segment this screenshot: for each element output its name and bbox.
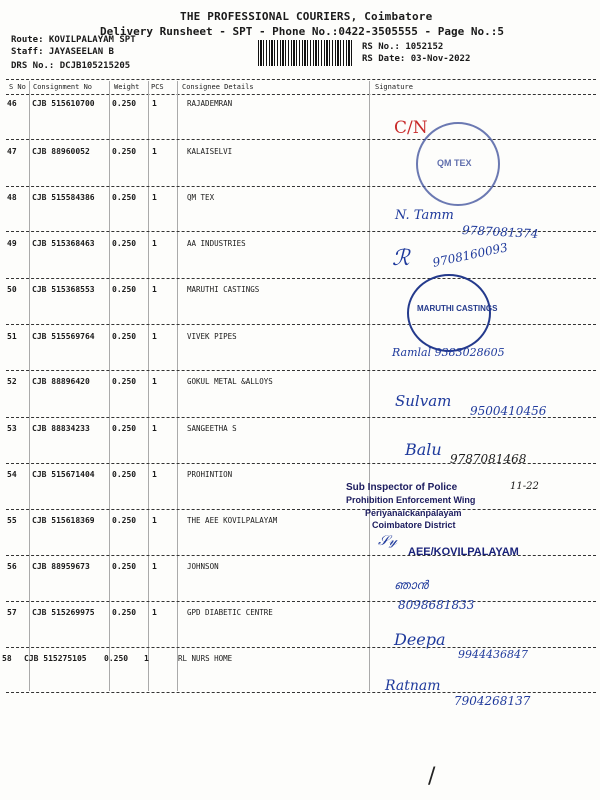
signature-55-scribble: 𝒮𝓎	[378, 533, 397, 549]
row-consignee: KALAISELVI	[187, 147, 233, 156]
col-weight: Weight	[114, 83, 140, 91]
row-sno: 53	[7, 424, 17, 433]
signature-49-scribble: ℛ	[392, 246, 410, 271]
row-consignment: CJB 515610700	[32, 99, 95, 108]
row-consignee: MARUTHI CASTINGS	[187, 285, 260, 294]
header-rule-bottom	[6, 94, 596, 95]
cn-mark: C/N	[394, 118, 428, 138]
stamp-line-2: Prohibition Enforcement Wing	[346, 495, 476, 505]
row-consignee: RAJADEMRAN	[187, 99, 233, 108]
row-consignee: GOKUL METAL &ALLOYS	[187, 377, 273, 386]
row-sno: 50	[7, 285, 17, 294]
table-row	[0, 99, 600, 109]
row-consignment: CJB 515584386	[32, 193, 95, 202]
row-pcs: 1	[152, 516, 157, 525]
signature-56-scribble: ഞാൻ	[394, 578, 429, 592]
row-sno: 49	[7, 239, 17, 248]
signature-51: Ramlal 9383028605	[392, 346, 505, 359]
table-row	[0, 193, 600, 203]
row-pcs: 1	[144, 654, 149, 663]
row-consignee: RL NURS HOME	[178, 654, 233, 663]
row-sno: 46	[7, 99, 17, 108]
table-row	[0, 147, 600, 157]
row-pcs: 1	[152, 285, 157, 294]
route-label: Route: KOVILPALAYAM SPT	[11, 35, 136, 45]
maruthi-stamp-text: MARUTHI CASTINGS	[417, 304, 498, 313]
maruthi-stamp	[407, 274, 491, 352]
table-row	[0, 424, 600, 434]
row-weight: 0.250	[104, 654, 129, 663]
row-weight: 0.250	[112, 332, 137, 341]
row-pcs: 1	[152, 562, 157, 571]
row-weight: 0.250	[112, 99, 137, 108]
row-sno: 56	[7, 562, 17, 571]
staff-label: Staff: JAYASEELAN B	[11, 47, 114, 57]
signature-52: Sulvam	[395, 392, 452, 410]
stamp-date: 11-22	[510, 481, 539, 492]
col-pcs: PCS	[151, 83, 164, 91]
table-row	[0, 562, 600, 572]
row-divider	[6, 601, 596, 602]
row-consignment: CJB 515368463	[32, 239, 95, 248]
row-divider	[6, 692, 596, 693]
table-row	[0, 608, 600, 618]
row-sno: 52	[7, 377, 17, 386]
row-consignment: CJB 515368553	[32, 285, 95, 294]
row-divider	[6, 509, 596, 510]
drs-number: DRS No.: DCJB105215205	[11, 61, 131, 71]
row-sno: 55	[7, 516, 17, 525]
stamp-line-3: Periyanaickanpalayam	[365, 508, 462, 518]
row-consignee: THE AEE KOVILPALAYAM	[187, 516, 278, 525]
row-pcs: 1	[152, 377, 157, 386]
table-row	[0, 377, 600, 387]
phone-53: 9787081468	[450, 452, 527, 466]
row-pcs: 1	[152, 470, 157, 479]
signature-58-scribble: Ratnam	[385, 678, 441, 694]
barcode	[258, 40, 354, 66]
row-pcs: 1	[152, 99, 157, 108]
row-weight: 0.250	[112, 147, 137, 156]
table-row	[0, 285, 600, 295]
row-weight: 0.250	[112, 377, 137, 386]
row-consignment: CJB 88896420	[32, 377, 90, 386]
row-consignee: GPD DIABETIC CENTRE	[187, 608, 273, 617]
header-rule-top	[6, 79, 596, 80]
row-consignment: CJB 515275105	[24, 654, 87, 663]
row-consignee: AA INDUSTRIES	[187, 239, 246, 248]
row-consignee: JOHNSON	[187, 562, 219, 571]
signature-53: Balu	[405, 440, 442, 459]
stamp-line-4: Coimbatore District	[372, 520, 456, 530]
row-consignee: QM TEX	[187, 193, 215, 202]
row-consignment: CJB 515569764	[32, 332, 95, 341]
qm-tex-stamp-text: QM TEX	[437, 158, 472, 168]
row-consignment: CJB 515671404	[32, 470, 95, 479]
row-consignment: CJB 515618369	[32, 516, 95, 525]
row-sno: 57	[7, 608, 17, 617]
rs-number: RS No.: 1052152	[362, 42, 444, 52]
col-signature: Signature	[375, 83, 413, 91]
row-divider	[6, 278, 596, 279]
row-weight: 0.250	[112, 516, 137, 525]
row-weight: 0.250	[112, 608, 137, 617]
rs-date: RS Date: 03-Nov-2022	[362, 54, 471, 64]
row-sno: 58	[2, 654, 12, 663]
row-pcs: 1	[152, 332, 157, 341]
row-pcs: 1	[152, 424, 157, 433]
phone-48: 9787081374	[461, 223, 539, 241]
phone-58: 7904268137	[454, 694, 531, 708]
row-weight: 0.250	[112, 424, 137, 433]
col-sno: S No	[9, 83, 26, 91]
row-consignee: PROHINTION	[187, 470, 233, 479]
row-pcs: 1	[152, 608, 157, 617]
row-weight: 0.250	[112, 239, 137, 248]
row-sno: 54	[7, 470, 17, 479]
stamp-line-1: Sub Inspector of Police	[346, 482, 458, 493]
row-pcs: 1	[152, 193, 157, 202]
row-weight: 0.250	[112, 285, 137, 294]
row-consignee: SANGEETHA S	[187, 424, 237, 433]
phone-57: 9944436847	[458, 648, 528, 661]
row-sno: 47	[7, 147, 17, 156]
table-row	[0, 516, 600, 526]
row-consignment: CJB 88960052	[32, 147, 90, 156]
signature-57: Deepa	[394, 630, 446, 649]
row-sno: 51	[7, 332, 17, 341]
row-divider	[6, 324, 596, 325]
row-sno: 48	[7, 193, 17, 202]
signature-48: N. Tamm	[395, 208, 454, 223]
row-divider	[6, 186, 596, 187]
phone-56: 8098681833	[398, 598, 475, 612]
row-weight: 0.250	[112, 470, 137, 479]
row-consignment: CJB 88834233	[32, 424, 90, 433]
col-consignment: Consignment No	[33, 83, 93, 91]
row-pcs: 1	[152, 239, 157, 248]
phone-49: 9708160093	[431, 240, 509, 270]
table-row	[0, 239, 600, 249]
row-consignment: CJB 515269975	[32, 608, 95, 617]
table-row	[0, 470, 600, 480]
row-consignment: CJB 88959673	[32, 562, 90, 571]
col-consignee: Consignee Details	[182, 83, 254, 91]
row-divider	[6, 139, 596, 140]
runsheet-subtitle: Delivery Runsheet - SPT - Phone No.:0422-3505555 - Page No.:5	[100, 25, 504, 38]
row-divider	[6, 370, 596, 371]
table-row	[0, 332, 600, 342]
tick-mark: /	[428, 764, 436, 789]
company-title: THE PROFESSIONAL COURIERS, Coimbatore	[180, 10, 433, 23]
aee-stamp: AEE/KOVILPALAYAM	[408, 546, 519, 558]
row-weight: 0.250	[112, 193, 137, 202]
row-consignee: VIVEK PIPES	[187, 332, 237, 341]
row-weight: 0.250	[112, 562, 137, 571]
phone-52: 9500410456	[470, 404, 547, 418]
row-pcs: 1	[152, 147, 157, 156]
